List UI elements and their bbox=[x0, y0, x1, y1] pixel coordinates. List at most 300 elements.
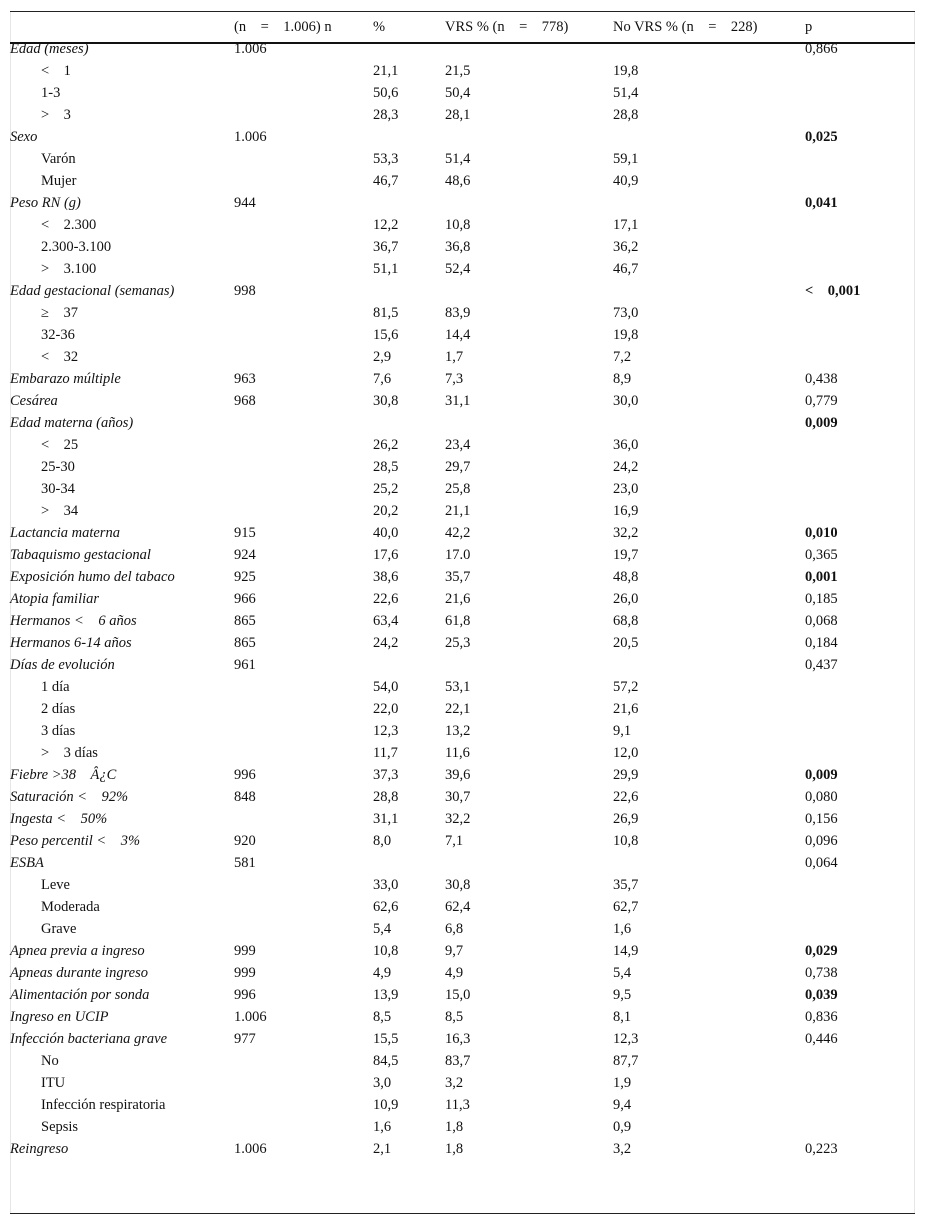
cell-no-vrs: 5,4 bbox=[613, 964, 632, 981]
cell-p bbox=[805, 874, 915, 896]
cell-vrs: 4,9 bbox=[445, 964, 464, 981]
row-label: No bbox=[41, 1052, 59, 1069]
cell-percent: 8,5 bbox=[373, 1008, 392, 1025]
cell-percent: 1,6 bbox=[373, 1118, 392, 1135]
row-label: Leve bbox=[41, 876, 70, 893]
cell-no-vrs: 24,2 bbox=[613, 458, 639, 475]
table-row bbox=[10, 544, 915, 566]
cell-no-vrs: 12,0 bbox=[613, 744, 639, 761]
row-label: Apneas durante ingreso bbox=[10, 964, 149, 981]
header-percent: % bbox=[373, 18, 386, 35]
cell-p: 0,010 bbox=[805, 524, 838, 541]
cell-vrs: 9,7 bbox=[445, 942, 464, 959]
cell-no-vrs: 17,1 bbox=[613, 216, 639, 233]
row-label: Apnea previa a ingreso bbox=[10, 942, 145, 959]
cell-n: 848 bbox=[234, 788, 256, 805]
cell-percent: 40,0 bbox=[373, 524, 399, 541]
cell-n: 966 bbox=[234, 590, 256, 607]
cell-n bbox=[234, 412, 373, 434]
table-subrow bbox=[10, 1050, 915, 1072]
table-subrow bbox=[10, 742, 915, 764]
cell-no-vrs: 1,9 bbox=[613, 1074, 632, 1091]
cell-percent: 26,2 bbox=[373, 436, 399, 453]
cell-n: 920 bbox=[234, 832, 256, 849]
cell-n: 996 bbox=[234, 766, 256, 783]
cell-no-vrs: 8,1 bbox=[613, 1008, 632, 1025]
cell-p bbox=[805, 236, 915, 258]
table-subrow bbox=[10, 500, 915, 522]
row-label: Peso percentil < 3% bbox=[10, 832, 141, 849]
table-row bbox=[10, 984, 915, 1006]
cell-no-vrs: 51,4 bbox=[613, 84, 639, 101]
cell-no-vrs: 9,5 bbox=[613, 986, 632, 1003]
cell-n: 944 bbox=[234, 194, 256, 211]
cell-p bbox=[805, 148, 915, 170]
row-label: Peso RN (g) bbox=[10, 194, 81, 211]
cell-percent: 62,6 bbox=[373, 898, 399, 915]
cell-vrs: 13,2 bbox=[445, 722, 471, 739]
table-row bbox=[10, 126, 915, 148]
cell-vrs bbox=[445, 126, 613, 148]
row-label: Infección respiratoria bbox=[41, 1096, 166, 1113]
table-subrow bbox=[10, 874, 915, 896]
cell-vrs: 30,7 bbox=[445, 788, 471, 805]
cell-n: 961 bbox=[234, 656, 256, 673]
cell-no-vrs bbox=[613, 654, 805, 676]
cell-percent: 2,9 bbox=[373, 348, 392, 365]
table-subrow bbox=[10, 1116, 915, 1138]
cell-n bbox=[234, 720, 373, 742]
row-label: Grave bbox=[41, 920, 77, 937]
row-label: < 1 bbox=[41, 62, 71, 79]
cell-n bbox=[234, 346, 373, 368]
table-subrow bbox=[10, 170, 915, 192]
table-row bbox=[10, 1138, 915, 1160]
cell-no-vrs: 30,0 bbox=[613, 392, 639, 409]
cell-p bbox=[805, 324, 915, 346]
cell-p: 0,029 bbox=[805, 942, 838, 959]
cell-n bbox=[234, 434, 373, 456]
cell-p bbox=[805, 1050, 915, 1072]
cell-p: 0,156 bbox=[805, 810, 838, 827]
cell-p: 0,064 bbox=[805, 854, 838, 871]
table-subrow bbox=[10, 698, 915, 720]
cell-p: 0,738 bbox=[805, 964, 838, 981]
cell-p: 0,068 bbox=[805, 612, 838, 629]
cell-n bbox=[234, 478, 373, 500]
cell-vrs bbox=[445, 412, 613, 434]
cell-no-vrs bbox=[613, 280, 805, 302]
table-row bbox=[10, 654, 915, 676]
row-label: > 3.100 bbox=[41, 260, 97, 277]
cell-vrs: 30,8 bbox=[445, 876, 471, 893]
cell-no-vrs: 36,0 bbox=[613, 436, 639, 453]
cell-percent: 31,1 bbox=[373, 810, 399, 827]
cell-percent: 2,1 bbox=[373, 1140, 392, 1157]
cell-vrs: 52,4 bbox=[445, 260, 471, 277]
cell-no-vrs: 48,8 bbox=[613, 568, 639, 585]
table-row bbox=[10, 808, 915, 830]
cell-vrs: 1,7 bbox=[445, 348, 464, 365]
table-subrow bbox=[10, 896, 915, 918]
cell-vrs: 35,7 bbox=[445, 568, 471, 585]
row-label: 32-36 bbox=[41, 326, 75, 343]
cell-n bbox=[234, 1050, 373, 1072]
cell-n bbox=[234, 808, 373, 830]
cell-vrs: 11,3 bbox=[445, 1096, 470, 1113]
table-header bbox=[10, 16, 915, 38]
cell-p: 0,446 bbox=[805, 1030, 838, 1047]
cell-vrs: 21,6 bbox=[445, 590, 471, 607]
table-row bbox=[10, 610, 915, 632]
cell-percent: 10,9 bbox=[373, 1096, 399, 1113]
cell-percent: 36,7 bbox=[373, 238, 399, 255]
cell-n bbox=[234, 896, 373, 918]
table-subrow bbox=[10, 346, 915, 368]
cell-vrs: 8,5 bbox=[445, 1008, 464, 1025]
table-subrow bbox=[10, 104, 915, 126]
table-subrow bbox=[10, 434, 915, 456]
row-label: 2.300-3.100 bbox=[41, 238, 112, 255]
cell-p: 0,025 bbox=[805, 128, 838, 145]
cell-p bbox=[805, 456, 915, 478]
cell-no-vrs: 28,8 bbox=[613, 106, 639, 123]
table-row bbox=[10, 588, 915, 610]
row-label: < 2.300 bbox=[41, 216, 97, 233]
table-row bbox=[10, 786, 915, 808]
cell-n bbox=[234, 742, 373, 764]
cell-no-vrs: 21,6 bbox=[613, 700, 639, 717]
cell-p bbox=[805, 434, 915, 456]
cell-no-vrs: 14,9 bbox=[613, 942, 639, 959]
table-subrow bbox=[10, 720, 915, 742]
cell-percent: 50,6 bbox=[373, 84, 399, 101]
row-label: Sexo bbox=[10, 128, 38, 145]
row-label: Hermanos 6-14 años bbox=[10, 634, 132, 651]
cell-p bbox=[805, 258, 915, 280]
cell-n bbox=[234, 302, 373, 324]
cell-vrs: 25,3 bbox=[445, 634, 471, 651]
row-label: 1-3 bbox=[41, 84, 61, 101]
cell-p: 0,185 bbox=[805, 590, 838, 607]
cell-no-vrs: 9,1 bbox=[613, 722, 632, 739]
cell-percent: 10,8 bbox=[373, 942, 399, 959]
cell-n: 968 bbox=[234, 392, 256, 409]
cell-percent: 7,6 bbox=[373, 370, 392, 387]
cell-vrs: 11,6 bbox=[445, 744, 470, 761]
cell-no-vrs: 40,9 bbox=[613, 172, 639, 189]
cell-vrs: 36,8 bbox=[445, 238, 471, 255]
row-label: 25-30 bbox=[41, 458, 75, 475]
cell-vrs: 62,4 bbox=[445, 898, 471, 915]
table-row bbox=[10, 940, 915, 962]
cell-no-vrs: 73,0 bbox=[613, 304, 639, 321]
cell-p bbox=[805, 478, 915, 500]
row-label: Ingreso en UCIP bbox=[10, 1008, 109, 1025]
cell-percent: 28,8 bbox=[373, 788, 399, 805]
cell-percent: 20,2 bbox=[373, 502, 399, 519]
row-label: Fiebre >38 Â¿C bbox=[10, 766, 117, 783]
cell-no-vrs: 59,1 bbox=[613, 150, 639, 167]
cell-vrs: 22,1 bbox=[445, 700, 471, 717]
cell-n bbox=[234, 1094, 373, 1116]
table-subrow bbox=[10, 324, 915, 346]
table-subrow bbox=[10, 148, 915, 170]
cell-n bbox=[234, 324, 373, 346]
row-label: Reingreso bbox=[10, 1140, 69, 1157]
cell-n bbox=[234, 60, 373, 82]
cell-vrs bbox=[445, 192, 613, 214]
cell-vrs: 28,1 bbox=[445, 106, 471, 123]
cell-no-vrs: 36,2 bbox=[613, 238, 639, 255]
top-rule bbox=[10, 11, 915, 12]
cell-no-vrs: 1,6 bbox=[613, 920, 632, 937]
cell-no-vrs: 19,8 bbox=[613, 62, 639, 79]
row-label: Moderada bbox=[41, 898, 100, 915]
cell-no-vrs: 9,4 bbox=[613, 1096, 632, 1113]
cell-no-vrs: 19,8 bbox=[613, 326, 639, 343]
cell-p bbox=[805, 676, 915, 698]
cell-p: 0,866 bbox=[805, 40, 838, 57]
cell-vrs: 31,1 bbox=[445, 392, 471, 409]
row-label: Atopia familiar bbox=[10, 590, 100, 607]
cell-n bbox=[234, 148, 373, 170]
row-label: > 3 días bbox=[41, 744, 98, 761]
cell-n: 581 bbox=[234, 854, 256, 871]
cell-vrs: 6,8 bbox=[445, 920, 464, 937]
cell-p bbox=[805, 346, 915, 368]
table-subrow bbox=[10, 918, 915, 940]
row-label: Edad (meses) bbox=[10, 40, 89, 57]
cell-vrs: 83,7 bbox=[445, 1052, 471, 1069]
header-variable bbox=[10, 16, 234, 38]
row-label: Infección bacteriana grave bbox=[10, 1030, 168, 1047]
cell-no-vrs: 26,9 bbox=[613, 810, 639, 827]
cell-p: < 0,001 bbox=[805, 282, 861, 299]
table-subrow bbox=[10, 236, 915, 258]
row-label: Ingesta < 50% bbox=[10, 810, 108, 827]
cell-no-vrs: 8,9 bbox=[613, 370, 632, 387]
cell-percent: 28,5 bbox=[373, 458, 399, 475]
cell-n: 999 bbox=[234, 964, 256, 981]
table-row bbox=[10, 192, 915, 214]
cell-percent: 25,2 bbox=[373, 480, 399, 497]
table-row bbox=[10, 830, 915, 852]
cell-percent: 22,0 bbox=[373, 700, 399, 717]
cell-no-vrs: 7,2 bbox=[613, 348, 632, 365]
header-p: p bbox=[805, 18, 813, 35]
table-subrow bbox=[10, 1094, 915, 1116]
cell-p bbox=[805, 896, 915, 918]
cell-no-vrs: 35,7 bbox=[613, 876, 639, 893]
row-label: Embarazo múltiple bbox=[10, 370, 121, 387]
cell-vrs: 21,5 bbox=[445, 62, 471, 79]
cell-n bbox=[234, 918, 373, 940]
cell-p: 0,836 bbox=[805, 1008, 838, 1025]
cell-vrs: 14,4 bbox=[445, 326, 471, 343]
cell-n: 865 bbox=[234, 612, 256, 629]
table-subrow bbox=[10, 60, 915, 82]
cell-n: 999 bbox=[234, 942, 256, 959]
table-subrow bbox=[10, 302, 915, 324]
header-row bbox=[10, 16, 915, 38]
cell-vrs: 48,6 bbox=[445, 172, 471, 189]
cell-vrs bbox=[445, 852, 613, 874]
cell-vrs bbox=[445, 280, 613, 302]
cell-p bbox=[805, 1094, 915, 1116]
cell-n bbox=[234, 170, 373, 192]
cell-vrs: 83,9 bbox=[445, 304, 471, 321]
cell-percent: 63,4 bbox=[373, 612, 399, 629]
cell-vrs: 16,3 bbox=[445, 1030, 471, 1047]
cell-no-vrs: 22,6 bbox=[613, 788, 639, 805]
cell-p bbox=[805, 918, 915, 940]
row-label: ITU bbox=[41, 1074, 66, 1091]
table-row bbox=[10, 566, 915, 588]
cell-no-vrs: 57,2 bbox=[613, 678, 639, 695]
cell-p bbox=[805, 60, 915, 82]
cell-n bbox=[234, 676, 373, 698]
row-label: ≥ 37 bbox=[41, 304, 78, 321]
cell-percent: 38,6 bbox=[373, 568, 399, 585]
cell-percent: 12,2 bbox=[373, 216, 399, 233]
cell-percent: 3,0 bbox=[373, 1074, 392, 1091]
cell-n: 924 bbox=[234, 546, 256, 563]
cell-no-vrs: 10,8 bbox=[613, 832, 639, 849]
cell-no-vrs bbox=[613, 192, 805, 214]
cell-vrs: 42,2 bbox=[445, 524, 471, 541]
cell-p bbox=[805, 698, 915, 720]
row-label: > 3 bbox=[41, 106, 71, 123]
cell-percent: 5,4 bbox=[373, 920, 392, 937]
cell-n: 963 bbox=[234, 370, 256, 387]
cell-n: 1.006 bbox=[234, 40, 267, 57]
cell-no-vrs bbox=[613, 126, 805, 148]
cell-no-vrs: 29,9 bbox=[613, 766, 639, 783]
table-row bbox=[10, 368, 915, 390]
cell-n bbox=[234, 104, 373, 126]
row-label: Cesárea bbox=[10, 392, 58, 409]
cell-vrs: 29,7 bbox=[445, 458, 471, 475]
cell-no-vrs: 26,0 bbox=[613, 590, 639, 607]
cell-p: 0,223 bbox=[805, 1140, 838, 1157]
row-label: 30-34 bbox=[41, 480, 75, 497]
table-subrow bbox=[10, 214, 915, 236]
cell-vrs: 7,1 bbox=[445, 832, 464, 849]
cell-no-vrs: 62,7 bbox=[613, 898, 639, 915]
cell-no-vrs: 19,7 bbox=[613, 546, 639, 563]
cell-percent: 22,6 bbox=[373, 590, 399, 607]
row-label: 1 día bbox=[41, 678, 70, 695]
table-body bbox=[10, 38, 915, 1160]
cell-p: 0,039 bbox=[805, 986, 838, 1003]
cell-percent: 21,1 bbox=[373, 62, 399, 79]
table-row bbox=[10, 1006, 915, 1028]
cell-p: 0,096 bbox=[805, 832, 838, 849]
table-subrow bbox=[10, 456, 915, 478]
cell-percent bbox=[373, 852, 445, 874]
cell-n: 1.006 bbox=[234, 1140, 267, 1157]
cell-no-vrs bbox=[613, 412, 805, 434]
table-subrow bbox=[10, 676, 915, 698]
cell-percent bbox=[373, 280, 445, 302]
cell-vrs: 25,8 bbox=[445, 480, 471, 497]
cell-no-vrs: 16,9 bbox=[613, 502, 639, 519]
cell-percent: 54,0 bbox=[373, 678, 399, 695]
header-vrs: VRS % (n = 778) bbox=[445, 18, 569, 35]
cell-vrs: 3,2 bbox=[445, 1074, 464, 1091]
cell-p: 0,184 bbox=[805, 634, 838, 651]
cell-p bbox=[805, 742, 915, 764]
row-label: ESBA bbox=[10, 854, 44, 871]
cell-percent: 4,9 bbox=[373, 964, 392, 981]
cell-p: 0,001 bbox=[805, 568, 838, 585]
cell-n: 925 bbox=[234, 568, 256, 585]
cell-vrs: 10,8 bbox=[445, 216, 471, 233]
cell-p bbox=[805, 214, 915, 236]
cell-n bbox=[234, 214, 373, 236]
row-label: Edad materna (años) bbox=[10, 414, 134, 431]
cell-vrs bbox=[445, 654, 613, 676]
table-row bbox=[10, 962, 915, 984]
cell-vrs: 32,2 bbox=[445, 810, 471, 827]
row-label: < 25 bbox=[41, 436, 79, 453]
row-label: 3 días bbox=[41, 722, 76, 739]
table-row bbox=[10, 280, 915, 302]
table-row bbox=[10, 764, 915, 786]
row-label: Edad gestacional (semanas) bbox=[10, 282, 175, 299]
row-label: > 34 bbox=[41, 502, 79, 519]
cell-p bbox=[805, 302, 915, 324]
cell-p: 0,009 bbox=[805, 766, 838, 783]
cell-no-vrs: 12,3 bbox=[613, 1030, 639, 1047]
cell-percent bbox=[373, 412, 445, 434]
cell-no-vrs: 0,9 bbox=[613, 1118, 632, 1135]
cell-no-vrs: 23,0 bbox=[613, 480, 639, 497]
cell-p: 0,365 bbox=[805, 546, 838, 563]
cell-percent: 8,0 bbox=[373, 832, 392, 849]
cell-percent: 12,3 bbox=[373, 722, 399, 739]
cell-p bbox=[805, 104, 915, 126]
cell-n bbox=[234, 236, 373, 258]
cell-p: 0,080 bbox=[805, 788, 838, 805]
cell-vrs: 21,1 bbox=[445, 502, 471, 519]
cell-p: 0,438 bbox=[805, 370, 838, 387]
row-label: Lactancia materna bbox=[10, 524, 120, 541]
cell-vrs bbox=[445, 38, 613, 60]
cell-n: 998 bbox=[234, 282, 256, 299]
table-row bbox=[10, 632, 915, 654]
cell-no-vrs: 20,5 bbox=[613, 634, 639, 651]
table-subrow bbox=[10, 478, 915, 500]
row-label: Sepsis bbox=[41, 1118, 79, 1135]
cell-percent: 81,5 bbox=[373, 304, 399, 321]
cell-percent bbox=[373, 126, 445, 148]
table-subrow bbox=[10, 1072, 915, 1094]
cell-vrs: 17.0 bbox=[445, 546, 471, 563]
cell-no-vrs: 46,7 bbox=[613, 260, 639, 277]
cell-p: 0,437 bbox=[805, 656, 838, 673]
cell-no-vrs: 87,7 bbox=[613, 1052, 639, 1069]
table-row bbox=[10, 522, 915, 544]
cell-n: 1.006 bbox=[234, 128, 267, 145]
cell-percent: 15,6 bbox=[373, 326, 399, 343]
row-label: 2 días bbox=[41, 700, 76, 717]
data-table bbox=[10, 16, 915, 1160]
cell-p bbox=[805, 1116, 915, 1138]
table-row bbox=[10, 1028, 915, 1050]
cell-percent: 15,5 bbox=[373, 1030, 399, 1047]
